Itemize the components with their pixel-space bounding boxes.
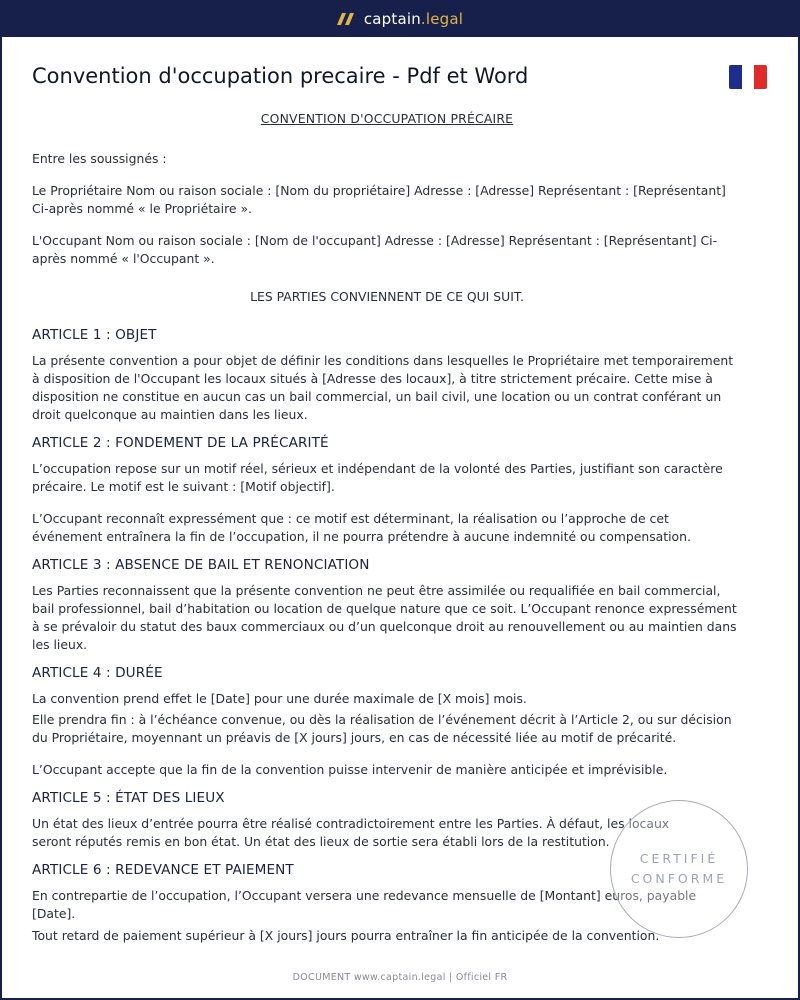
article-3-paragraph: Les Parties reconnaissent que la présente convention ne peut être assimilée ou requalifiée en bail commercial, bail professionnel, bail d’habitation ou location de quelque nature que ce soit. L’Occupant renonce expressément à se prévaloir du statut des baux commerciaux ou d’un quelconque droit au renouvellement ou au maintien dans les lieux. — [32, 583, 737, 652]
article-4-paragraph: Elle prendra fin : à l’échéance convenue, ou dès la réalisation de l’événement décrit à l’Article 2, ou sur décision du Propriétaire, moyennant un préavis de [X jours] jours, en cas de nécessité liée au motif de précarité. — [32, 712, 732, 745]
parties-agree-heading: LES PARTIES CONVIENNENT DE CE QUI SUIT. — [250, 289, 524, 304]
intro-text: Entre les soussignés : — [32, 151, 167, 166]
brand-name: captain.legal — [363, 9, 464, 28]
stamp-line-1: CERTIFIÉ — [639, 851, 719, 866]
article-2-paragraph: L’occupation repose sur un motif réel, sérieux et indépendant de la volonté des Parties, justifiant son caractère précaire. Le motif est le suivant : [Motif objectif]. — [32, 461, 723, 494]
footer-text: DOCUMENT www.captain.legal | Officiel FR — [292, 972, 508, 983]
top-bar — [0, 0, 800, 37]
article-6-heading: ARTICLE 6 : REDEVANCE ET PAIEMENT — [32, 862, 294, 878]
occupant-block: L'Occupant Nom ou raison sociale : [Nom de l'occupant] Adresse : [Adresse] Représentant : [Représentant] Ci-après nommé « l'Occupant ». — [32, 233, 718, 266]
document-main-title: CONVENTION D'OCCUPATION PRÉCAIRE — [260, 111, 514, 126]
slash-pair-logo-icon — [337, 12, 355, 26]
article-2-heading: ARTICLE 2 : FONDEMENT DE LA PRÉCARITÉ — [32, 435, 329, 451]
article-3-heading: ARTICLE 3 : ABSENCE DE BAIL ET RENONCIATION — [32, 557, 370, 573]
article-4-heading: ARTICLE 4 : DURÉE — [32, 665, 163, 681]
article-2-paragraph: L’Occupant reconnaît expressément que : ce motif est déterminant, la réalisation ou l’approche de cet événement entraînera la fin de l’occupation, il ne pourra prétendre à aucune indemnité ou compensation. — [32, 511, 691, 544]
page-title: Convention d'occupation precaire - Pdf et Word — [32, 64, 529, 88]
brand[interactable] — [337, 10, 463, 28]
brand-suffix: .legal — [420, 9, 464, 28]
article-1-paragraph: La présente convention a pour objet de définir les conditions dans lesquelles le Propriétaire met temporairement à disposition de l'Occupant les locaux situés à [Adresse des locaux], à titre strictement précaire. Cette mise à disposition ne constitue en aucun cas un bail commercial, un bail civil, une location ou un contrat conférant un droit quelconque au maintien dans les lieux. — [32, 353, 734, 422]
article-1-heading: ARTICLE 1 : OBJET — [32, 327, 157, 343]
article-4-paragraph: La convention prend effet le [Date] pour une durée maximale de [X mois] mois. — [32, 691, 527, 706]
article-6-paragraph: En contrepartie de l’occupation, l’Occupant versera une redevance mensuelle de [Montant] euros, payable [Date]. — [32, 888, 697, 921]
article-5-paragraph: Un état des lieux d’entrée pourra être réalisé contradictoirement entre les Parties. À défaut, les locaux seront réputés remis en bon état. Un état des lieux de sortie sera établi lors de la restitution. — [32, 816, 670, 849]
article-6-paragraph: Tout retard de paiement supérieur à [X jours] jours pourra entraîner la fin anticipée de la convention. — [32, 928, 660, 943]
france-flag-icon — [729, 65, 767, 89]
owner-block: Le Propriétaire Nom ou raison sociale : [Nom du propriétaire] Adresse : [Adresse] Représentant : [Représentant] Ci-après nommé « le Propriétaire ». — [32, 183, 726, 216]
article-4-paragraph: L’Occupant accepte que la fin de la convention puisse intervenir de manière anticipée et imprévisible. — [32, 762, 668, 777]
article-5-heading: ARTICLE 5 : ÉTAT DES LIEUX — [32, 790, 225, 806]
stamp-line-2: CONFORME — [630, 871, 728, 886]
certified-stamp — [610, 800, 748, 938]
